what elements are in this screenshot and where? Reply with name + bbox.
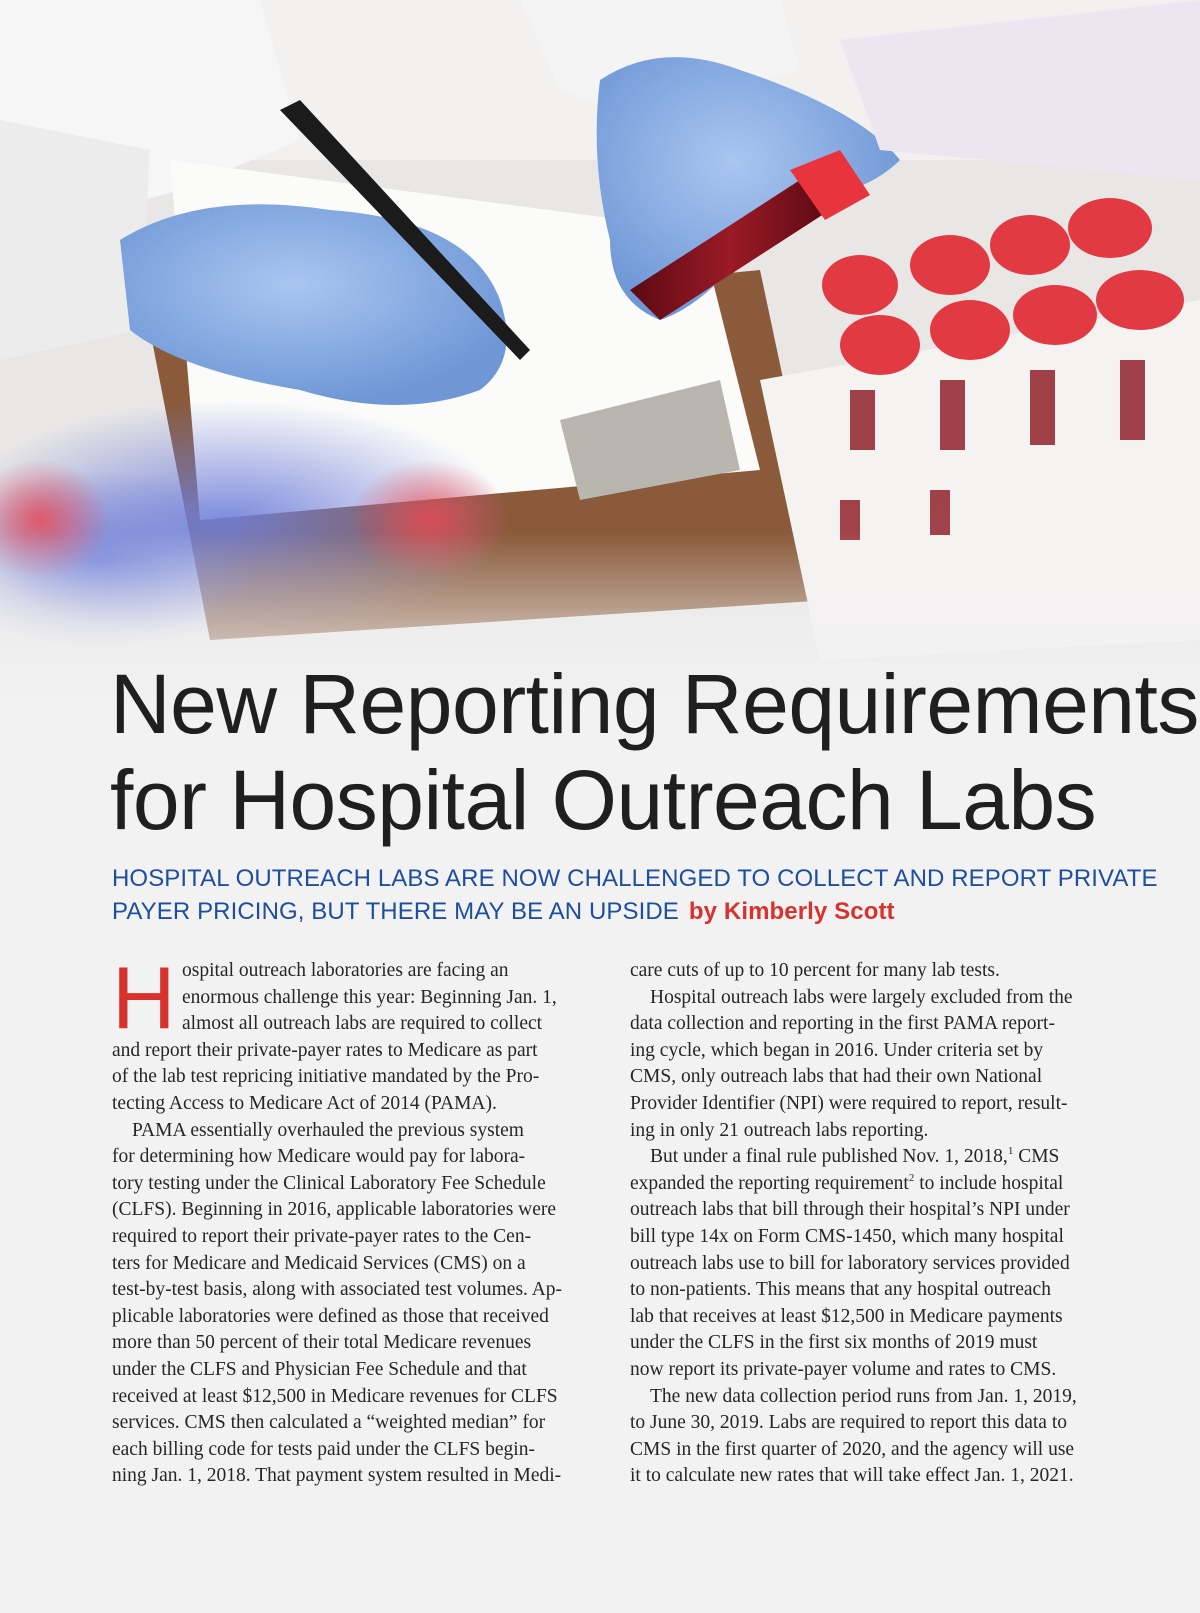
body-line: tecting Access to Medicare Act of 2014 (PAMA). — [112, 1092, 497, 1114]
body-line: for determining how Medicare would pay for labora- — [112, 1146, 526, 1168]
article-headline — [110, 656, 1199, 848]
body-line: ing in only 21 outreach labs reporting. — [630, 1119, 929, 1141]
body-line — [630, 1144, 1125, 1171]
body-line: to June 30, 2019. Labs are required to report this data to — [630, 1412, 1068, 1434]
body-line: almost all outreach labs are required to collect — [182, 1013, 543, 1035]
body-line: lab that receives at least $12,500 in Medicare payments — [630, 1305, 1063, 1327]
deck-line-2 — [112, 895, 1132, 928]
body-line: CMS, only outreach labs that had their own National — [630, 1066, 1043, 1088]
body-line: outreach labs use to bill for laboratory services provided — [630, 1252, 1070, 1274]
body-line: CMS in the first quarter of 2020, and the agency will use — [630, 1438, 1075, 1460]
body-text: But under a final rule published Nov. 1, 2018, — [650, 1146, 1008, 1168]
body-line: more than 50 percent of their total Medicare revenues — [112, 1332, 532, 1354]
body-line: of the lab test repricing initiative mandated by the Pro- — [112, 1066, 540, 1088]
body-line: enormous challenge this year: Beginning Jan. 1, — [182, 986, 557, 1008]
body-column-right — [630, 958, 1125, 1490]
body-line: to non-patients. This means that any hospital outreach — [630, 1279, 1051, 1301]
body-line: outreach labs that bill through their hospital’s NPI under — [630, 1199, 1070, 1221]
headline-line-2: for Hospital Outreach Labs — [110, 753, 1097, 847]
byline: by Kimberly Scott — [688, 898, 895, 925]
body-line: it to calculate new rates that will take effect Jan. 1, 2021. — [630, 1465, 1074, 1487]
footnote-ref-2[interactable]: 2 — [908, 1171, 915, 1184]
body-line: ospital outreach laboratories are facing an — [182, 960, 509, 981]
body-line: tory testing under the Clinical Laboratory Fee Schedule — [112, 1172, 546, 1194]
body-line — [630, 1171, 1125, 1198]
body-line: each billing code for tests paid under the CLFS begin- — [112, 1438, 535, 1460]
body-text: expanded the reporting requirement — [630, 1172, 909, 1194]
body-line: data collection and reporting in the first PAMA report- — [630, 1013, 1055, 1035]
body-line: under the CLFS in the first six months of 2019 must — [630, 1332, 1038, 1354]
drop-cap: H — [112, 948, 176, 1047]
body-line: test-by-test basis, along with associated test volumes. Ap- — [112, 1279, 563, 1301]
body-line: ning Jan. 1, 2018. That payment system resulted in Medi- — [112, 1465, 562, 1487]
body-line: care cuts of up to 10 percent for many lab tests. — [630, 960, 1000, 981]
body-line: Provider Identifier (NPI) were required to report, result- — [630, 1092, 1068, 1114]
body-text: to include hospital — [914, 1172, 1064, 1194]
deck-line-1: HOSPITAL OUTREACH LABS ARE NOW CHALLENGED TO COLLECT AND REPORT PRIVATE — [112, 865, 1158, 892]
body-line: ing cycle, which began in 2016. Under criteria set by — [630, 1039, 1044, 1061]
body-line: bill type 14x on Form CMS-1450, which many hospital — [630, 1225, 1064, 1247]
deck-line-2-text: PAYER PRICING, BUT THERE MAY BE AN UPSIDE — [112, 898, 679, 925]
footnote-ref-1[interactable]: 1 — [1007, 1145, 1014, 1158]
body-line: now report its private-payer volume and rates to CMS. — [630, 1358, 1057, 1380]
body-line: received at least $12,500 in Medicare revenues for CLFS — [112, 1385, 558, 1407]
body-line: (CLFS). Beginning in 2016, applicable laboratories were — [112, 1199, 557, 1221]
body-line: Hospital outreach labs were largely excluded from the — [650, 986, 1073, 1008]
body-line: required to report their private-payer rates to the Cen- — [112, 1225, 532, 1247]
body-line: ters for Medicare and Medicaid Services (CMS) on a — [112, 1252, 526, 1274]
body-line: PAMA essentially overhauled the previous system — [132, 1119, 524, 1141]
body-line: under the CLFS and Physician Fee Schedule and that — [112, 1358, 527, 1380]
body-line: plicable laboratories were defined as those that received — [112, 1305, 549, 1327]
body-line: and report their private-payer rates to Medicare as part — [112, 1039, 538, 1061]
body-line: services. CMS then calculated a “weighted median” for — [112, 1412, 546, 1434]
body-line: The new data collection period runs from Jan. 1, 2019, — [650, 1385, 1077, 1407]
article-deck — [112, 862, 1158, 928]
headline-line-1: New Reporting Requirements — [110, 657, 1199, 751]
body-text: CMS — [1013, 1146, 1060, 1168]
body-column-left — [112, 948, 602, 1490]
